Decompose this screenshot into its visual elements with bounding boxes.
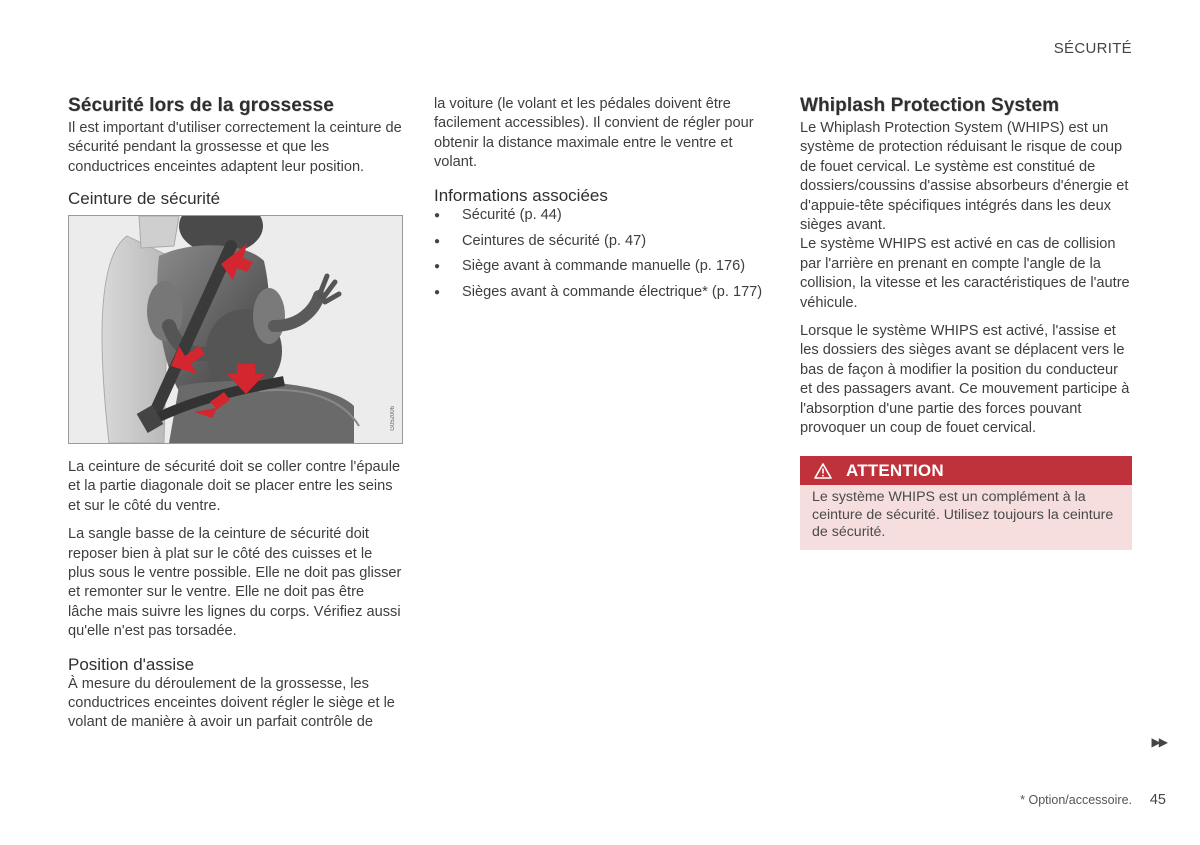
column-left-lower [68,458,403,733]
figure-code: G052006 [390,406,396,431]
whips-paragraph-2: Le système WHIPS est activé en cas de collision par l'arrière en prenant en compte l'angle de la collision, la vitesse et les caractéristiques de l'autre véhicule. [800,236,1130,311]
warning-triangle-icon [814,463,832,479]
footnote: * Option/accessoire. [1020,793,1132,807]
column-right [800,94,1132,439]
attention-text: Le système WHIPS est un complément à la ceinture de sécurité. Utilisez toujours la ceinture de sécurité. [812,489,1114,541]
related-link-sieges-electrique[interactable]: ● Sièges avant à commande électrique* (p. 177) [434,283,770,302]
column-left [68,94,403,209]
related-link-ceintures[interactable]: ● Ceintures de sécurité (p. 47) [434,232,770,251]
attention-title: ATTENTION [846,460,944,480]
related-link-siege-manuel[interactable]: ● Siège avant à commande manuelle (p. 176) [434,257,770,276]
belt-heading: Ceinture de sécurité [68,189,221,209]
related-link-securite[interactable]: ● Sécurité (p. 44) [434,206,770,225]
column-middle [434,95,770,309]
pregnancy-seatbelt-illustration [68,215,403,444]
seat-heading: Position d'assise [68,654,195,674]
seat-paragraph: À mesure du déroulement de la grossesse, les conductrices enceintes doivent régler le siège et le volant de manière à avoir un parfait contrôle de [68,675,395,731]
whips-title: Whiplash Protection System [800,95,1060,116]
attention-header [800,456,1132,485]
continued-paragraph: la voiture (le volant et les pédales doivent être facilement accessibles). Il convient de régler pour obtenir la distance maximale entre le ventre et volant. [434,96,754,171]
belt-paragraph-2: La sangle basse de la ceinture de sécurité doit reposer bien à plat sur le côté des cuisses et le plus sous le ventre possible. Elle ne doit pas glisser et remonter sur le ventre. Elle ne doit pas être lâche mais suivre les lignes du corps. Vérifiez aussi qu'elle n'est pas torsadée. [68,526,402,640]
intro-paragraph: Il est important d'utiliser correctement la ceinture de sécurité pendant la grossesse et que les conductrices enceintes adaptent leur position. [68,120,402,175]
section-title: Sécurité lors de la grossesse [68,95,334,116]
related-list [434,206,770,303]
related-heading: Informations associées [434,185,608,205]
whips-paragraph-3: Lorsque le système WHIPS est activé, l'assise et les dossiers des sièges avant se déplacent vers le bas de façon à modifier la position du conducteur et des passagers avant. Ce mouvement participe à l'absorption d'une partie des forces pouvant provoquer un coup de fouet cervical. [800,323,1130,437]
section-header: SÉCURITÉ [1053,40,1132,57]
double-arrow-icon: ▶▶ [1151,735,1166,749]
attention-box [800,456,1132,550]
whips-paragraph-1: Le Whiplash Protection System (WHIPS) est un système de protection réduisant le risque de coup de fouet cervical. Le système est constitué de dossiers/coussins d'assise absorbeurs d'énergie et d'appuie-tête spécifiques intégrés dans les deux sièges avant. [800,120,1129,234]
belt-paragraph-1: La ceinture de sécurité doit se coller contre l'épaule et la partie diagonale doit se placer entre les seins et sur le côté du ventre. [68,459,401,514]
page-number: 45 [1149,792,1166,808]
seatbelt-figure-svg [69,216,402,443]
